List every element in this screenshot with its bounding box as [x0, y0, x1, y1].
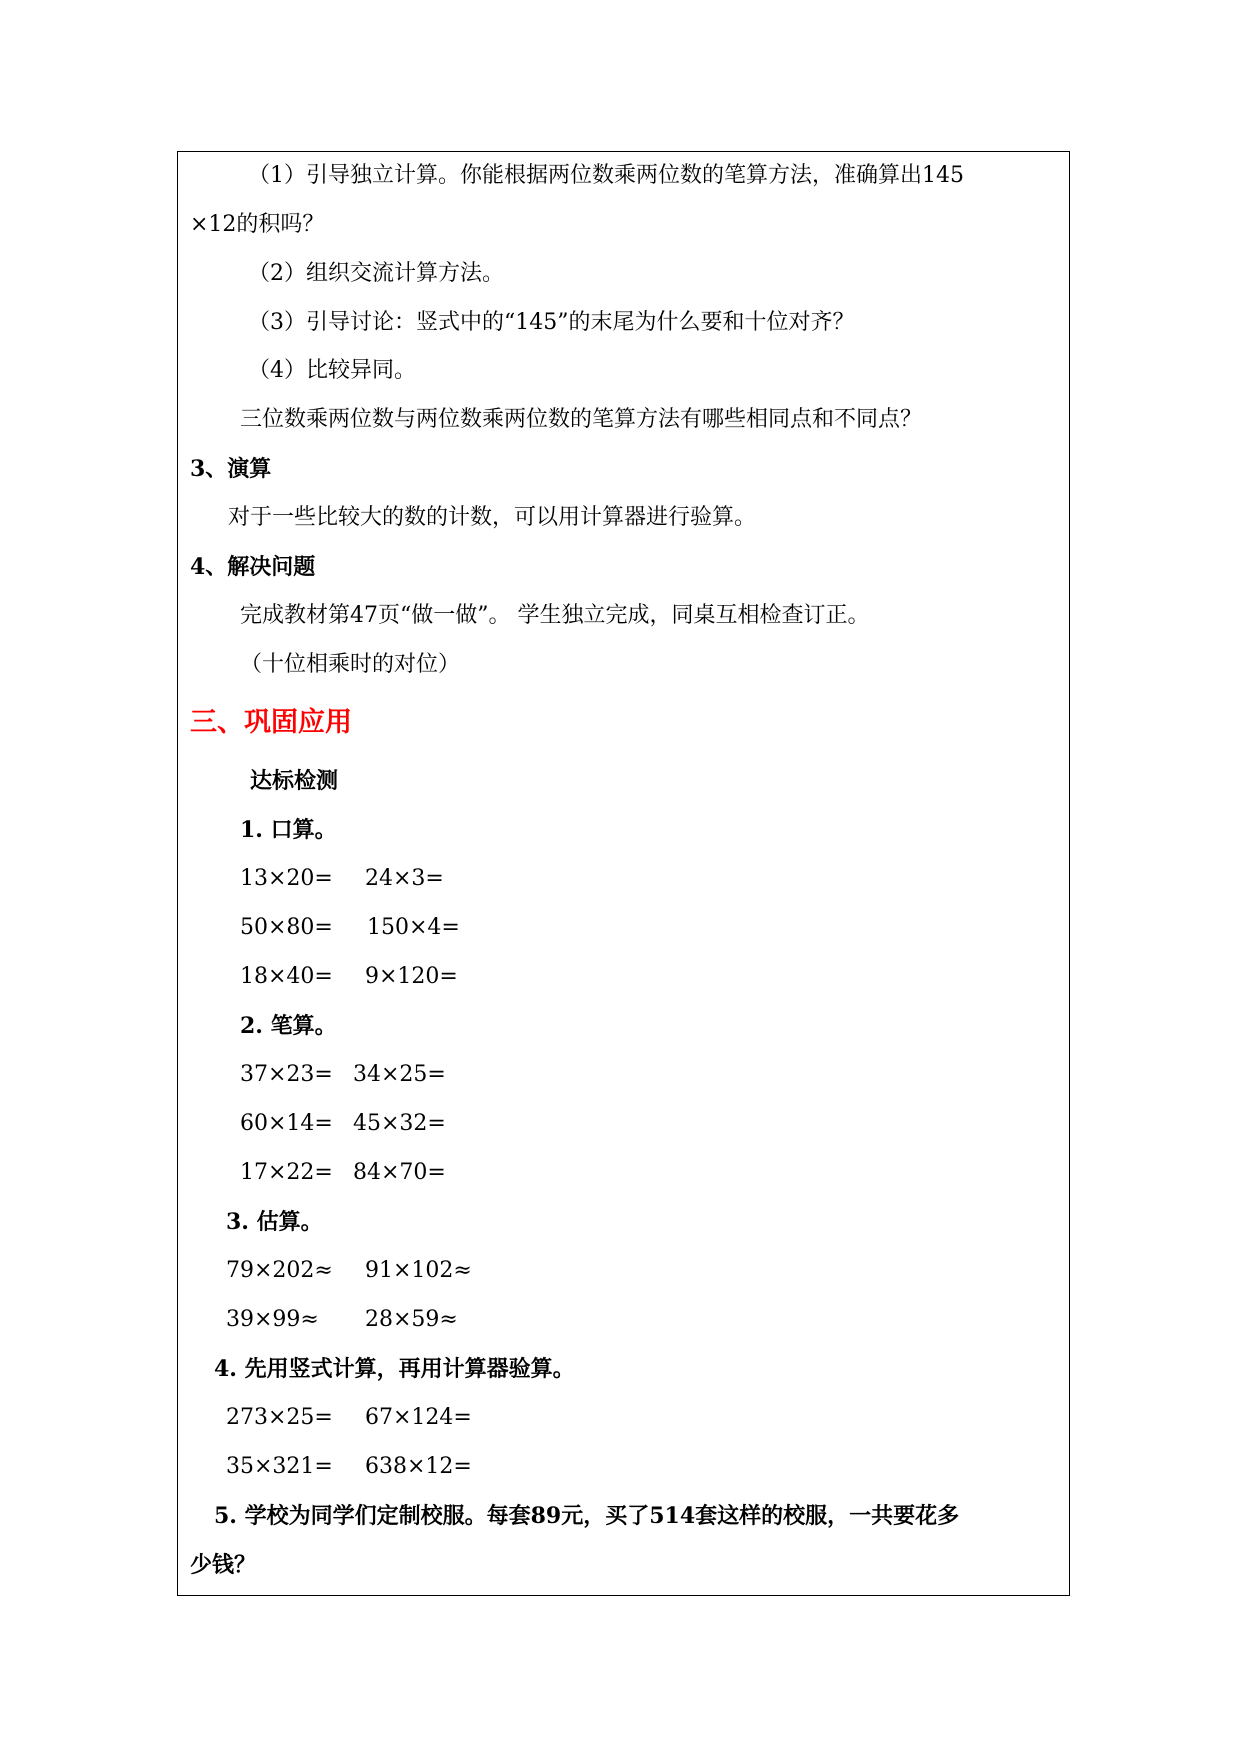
- q4-row-2-right: 638×12=: [365, 1454, 472, 1479]
- q1-row-1-left: 13×20=: [240, 866, 333, 891]
- question-5-line-1: 5. 学校为同学们定制校服。每套89元，买了514套这样的校服，一共要花多: [214, 1503, 960, 1529]
- question-3-title: 3. 估算。: [226, 1209, 323, 1235]
- q1-row-3-left: 18×40=: [240, 964, 333, 989]
- question-5-line-2: 少钱？: [190, 1552, 257, 1578]
- question-1-title: 1. 口算。: [240, 817, 337, 843]
- q1-row-3-right: 9×120=: [365, 964, 458, 989]
- q3-row-2-right: 28×59≈: [365, 1307, 458, 1332]
- q4-row-1-left: 273×25=: [226, 1405, 333, 1430]
- paragraph-3: （3）引导讨论：竖式中的“145”的末尾为什么要和十位对齐？: [248, 310, 855, 335]
- paragraph-1-line-2: ×12的积吗？: [190, 212, 325, 237]
- q2-row-1-right: 34×25=: [353, 1062, 446, 1087]
- paragraph-1-line-1: （1）引导独立计算。你能根据两位数乘两位数的笔算方法，准确算出145: [248, 163, 964, 188]
- subsection-title: 达标检测: [250, 768, 339, 794]
- q2-row-2-right: 45×32=: [353, 1111, 446, 1136]
- q2-row-1-left: 37×23=: [240, 1062, 333, 1087]
- q2-row-2-left: 60×14=: [240, 1111, 333, 1136]
- section-title: 三、巩固应用: [190, 707, 352, 738]
- q3-row-1-right: 91×102≈: [365, 1258, 472, 1283]
- q3-row-2-left: 39×99≈: [226, 1307, 319, 1332]
- question-2-title: 2. 笔算。: [240, 1013, 337, 1039]
- q4-row-1-right: 67×124=: [365, 1405, 472, 1430]
- q1-row-2-left: 50×80=: [240, 915, 333, 940]
- q2-row-3-left: 17×22=: [240, 1160, 333, 1185]
- question-4-title: 4. 先用竖式计算，再用计算器验算。: [214, 1356, 575, 1382]
- q1-row-2-right: 150×4=: [367, 915, 460, 940]
- paragraph-8: （十位相乘时的对位）: [240, 652, 461, 677]
- paragraph-7: 完成教材第47页“做一做”。 学生独立完成，同桌互相检查订正。: [240, 603, 870, 628]
- q1-row-1-right: 24×3=: [365, 866, 444, 891]
- heading-4: 4、解决问题: [190, 554, 316, 580]
- paragraph-6: 对于一些比较大的数的计数，可以用计算器进行验算。: [228, 505, 757, 530]
- q4-row-2-left: 35×321=: [226, 1454, 333, 1479]
- heading-3: 3、演算: [190, 456, 272, 482]
- paragraph-4: （4）比较异同。: [248, 358, 416, 383]
- q3-row-1-left: 79×202≈: [226, 1258, 333, 1283]
- paragraph-2: （2）组织交流计算方法。: [248, 261, 504, 286]
- paragraph-5: 三位数乘两位数与两位数乘两位数的笔算方法有哪些相同点和不同点？: [240, 407, 923, 432]
- q2-row-3-right: 84×70=: [353, 1160, 446, 1185]
